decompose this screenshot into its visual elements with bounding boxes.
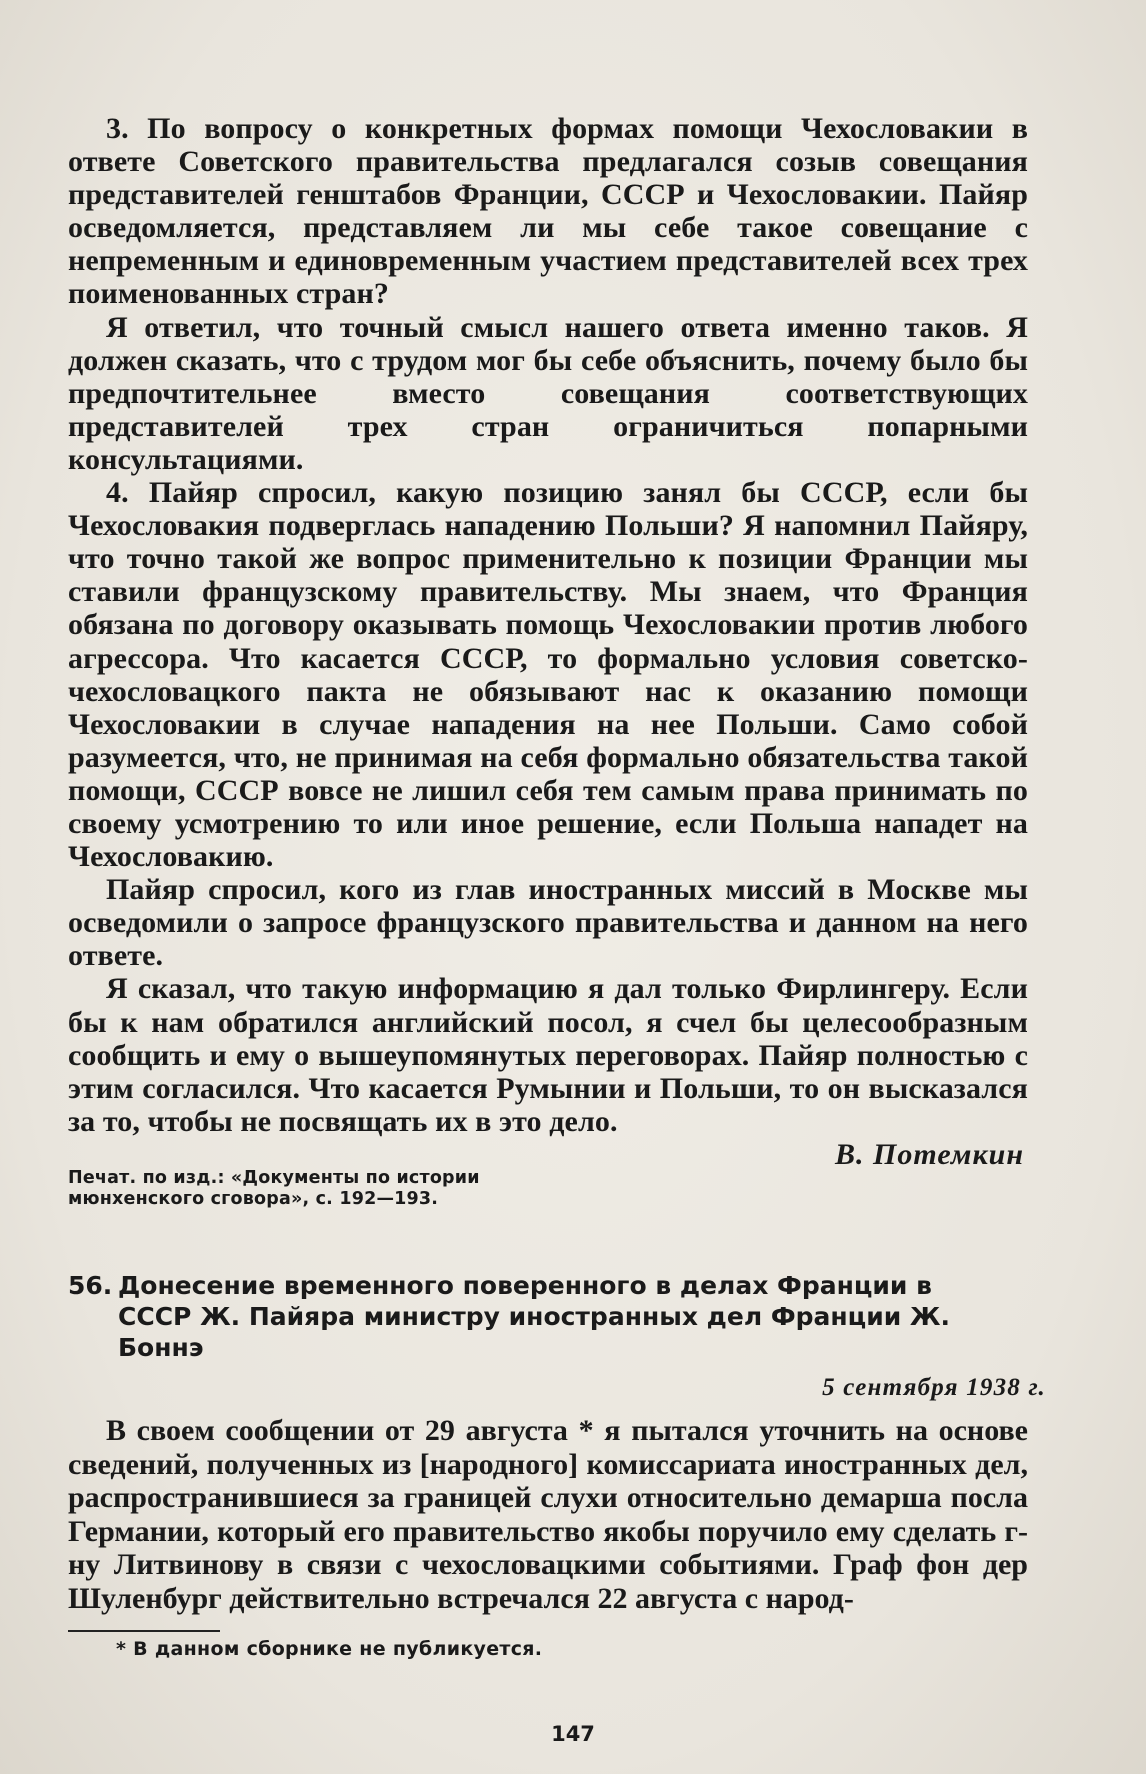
signature: В. Потемкин [835,1137,1024,1171]
document-title: Донесение временного поверенного в делах Франции в СССР Ж. Пайяра министру иностранных дел Франции Ж. Боннэ [118,1271,951,1362]
paragraph: Я ответил, что точный смысл нашего ответа именно таков. Я должен сказать, что с трудом мог бы себе объяснить, почему было бы предпочтительнее вместо совещания соответствующих представителей трех стран ограничиться попарными консультациями. [68,310,1028,476]
document-date: 5 сентября 1938 г. [822,1374,1046,1401]
footnote: * В данном сборнике не публикуется. [116,1638,543,1660]
source-line: мюнхенского сговора», с. 192—193. [68,1189,439,1209]
source-citation [68,1168,588,1210]
document-56-body [68,1414,1028,1616]
page-number: 147 [551,1722,595,1746]
document-55-body [68,112,1028,1171]
paragraph: Я сказал, что такую информацию я дал только Фирлингеру. Если бы к нам обратился английский посол, я счел бы целесообразным сообщить и ему о вышеупомянутых переговорах. Пайяр полностью с этим согласился. Что касается Румынии и Польши, то он высказался за то, чтобы не посвящать их в это дело. [68,972,1028,1138]
paragraph: Пайяр спросил, кого из глав иностранных миссий в Москве мы осведомили о запросе французского правительства и данном на него ответе. [68,873,1028,973]
paragraph: 4. Пайяр спросил, какую позицию занял бы СССР, если бы Чехословакия подверглась нападению Польши? Я напомнил Пайяру, что точно такой же вопрос применительно к позиции Франции мы ставили французскому правительству. Мы знаем, что Франция обязана по договору оказывать помощь Чехословакии против любого агрессора. Что касается СССР, то формально условия советско-чехословацкого пакта не обязывают нас к оказанию помощи Чехословакии в случае нападения на нее Польши. Само собой разумеется, что, не принимая на себя формально обязательства такой помощи, СССР вовсе не лишил себя тем самым права принимать по своему усмотрению то или иное решение, если Польша нападет на Чехословакию. [68,476,1028,874]
footnote-divider [68,1630,220,1632]
paragraph: В своем сообщении от 29 августа * я пытался уточнить на основе сведений, полученных из [народного] комиссариата иностранных дел, распространившиеся за границей слухи относительно демарша посла Германии, который его правительство якобы поручило ему сделать г-ну Литвинову в связи с чехословацкими событиями. Граф фон дер Шуленбург действительно встречался 22 августа с народ- [68,1414,1028,1615]
document-heading [68,1270,1028,1363]
document-number: 56. [68,1271,113,1300]
paragraph: 3. По вопросу о конкретных формах помощи Чехословакии в ответе Советского правительства предлагался созыв совещания представителей генштабов Франции, СССР и Чехословакии. Пайяр осведомляется, представляем ли мы себе такое совещание с непременным и единовременным участием представителей всех трех поименованных стран? [68,112,1028,311]
source-line: Печат. по изд.: «Документы по истории [68,1168,480,1188]
